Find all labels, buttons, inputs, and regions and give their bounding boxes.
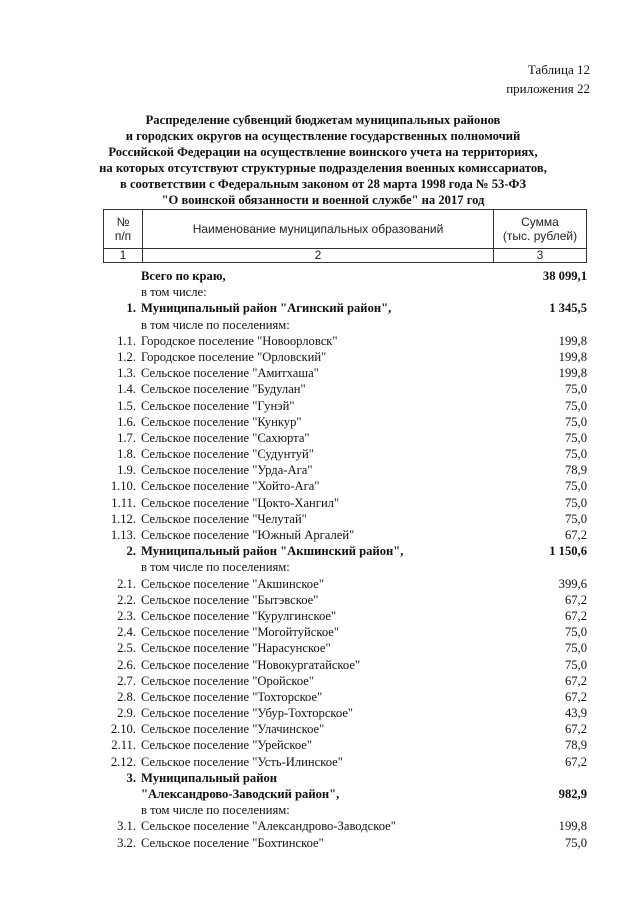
row-value: 67,2 bbox=[564, 528, 587, 542]
document-title bbox=[60, 112, 586, 208]
row-value: 75,0 bbox=[564, 414, 587, 429]
table-row bbox=[103, 657, 587, 673]
row-number: 2.5. bbox=[117, 641, 136, 656]
row-value: 75,0 bbox=[564, 625, 587, 640]
table-header bbox=[103, 209, 587, 263]
title-line: Российской Федерации на осуществление воинского учета на территориях, bbox=[108, 145, 538, 159]
table-row bbox=[103, 317, 587, 333]
row-number: 1.9. bbox=[117, 463, 136, 478]
table-row bbox=[103, 527, 587, 543]
row-name: Всего по краю, bbox=[141, 269, 226, 283]
row-value: 78,9 bbox=[564, 738, 587, 753]
row-name: Сельское поселение "Акшинское" bbox=[141, 576, 324, 591]
table-row bbox=[103, 414, 587, 430]
row-name: в том числе по поселениям: bbox=[141, 803, 290, 818]
table-row bbox=[103, 268, 587, 284]
table-row bbox=[103, 543, 587, 559]
row-value: 1 150,6 bbox=[549, 544, 587, 559]
row-name: Сельское поселение "Судунтуй" bbox=[141, 447, 314, 462]
table-row bbox=[103, 624, 587, 640]
row-name: Сельское поселение "Хойто-Ага" bbox=[141, 479, 320, 494]
title-line: "О воинской обязанности и военной службе" на 2017 год bbox=[161, 193, 485, 207]
table-row bbox=[103, 495, 587, 511]
row-value: 75,0 bbox=[564, 398, 587, 413]
appendix-reference: приложения 22 bbox=[506, 81, 590, 96]
row-number: 1.2. bbox=[117, 349, 136, 364]
row-name: Сельское поселение "Челутай" bbox=[141, 511, 307, 526]
column-number-2: 2 bbox=[143, 249, 494, 263]
row-name: Городское поселение "Орловский" bbox=[141, 349, 327, 364]
table-body bbox=[103, 268, 587, 851]
row-name: в том числе: bbox=[141, 285, 207, 300]
table-row bbox=[103, 721, 587, 737]
row-value: 67,2 bbox=[564, 592, 587, 607]
title-line: в соответствии с Федеральным законом от 28 марта 1998 года № 53-ФЗ bbox=[120, 177, 526, 191]
table-row bbox=[103, 333, 587, 349]
row-value: 75,0 bbox=[564, 382, 587, 397]
row-name: Сельское поселение "Могойтуйское" bbox=[141, 625, 340, 640]
row-value: 75,0 bbox=[564, 835, 587, 850]
table-row bbox=[103, 462, 587, 478]
header-number-line2: п/п bbox=[114, 229, 132, 243]
row-name: в том числе по поселениям: bbox=[141, 317, 290, 332]
row-value: 982,9 bbox=[558, 787, 587, 801]
row-number: 2.3. bbox=[117, 608, 136, 623]
row-value: 75,0 bbox=[564, 511, 587, 526]
table-row bbox=[103, 705, 587, 721]
row-name: Муниципальный район bbox=[141, 770, 278, 785]
row-value: 38 099,1 bbox=[542, 269, 587, 283]
row-number: 3. bbox=[126, 770, 136, 785]
row-value: 75,0 bbox=[564, 641, 587, 656]
row-name: в том числе по поселениям: bbox=[141, 560, 290, 575]
row-number: 1.3. bbox=[117, 366, 136, 381]
row-name: Сельское поселение "Гунэй" bbox=[141, 398, 295, 413]
row-name: Городское поселение "Новоорловск" bbox=[141, 333, 338, 348]
table-row bbox=[103, 835, 587, 851]
row-name: Сельское поселение "Будулан" bbox=[141, 382, 306, 397]
row-value: 67,2 bbox=[564, 754, 587, 769]
row-value: 67,2 bbox=[564, 608, 587, 623]
table-row bbox=[103, 818, 587, 834]
row-number: 2.9. bbox=[117, 706, 136, 721]
row-value: 199,8 bbox=[558, 333, 587, 348]
row-name: Сельское поселение "Новокургатайское" bbox=[141, 657, 361, 672]
row-name: Сельское поселение "Бытэвское" bbox=[141, 592, 319, 607]
row-name: "Александрово-Заводский район", bbox=[141, 787, 340, 801]
row-number: 1.13. bbox=[110, 528, 136, 542]
header-sum-line1: Сумма bbox=[521, 215, 559, 229]
row-value: 75,0 bbox=[564, 495, 587, 510]
title-line: и городских округов на осуществление государственных полномочий bbox=[125, 129, 521, 143]
row-number: 2. bbox=[126, 544, 136, 559]
row-value: 199,8 bbox=[558, 349, 587, 364]
row-name: Сельское поселение "Оройское" bbox=[141, 673, 315, 688]
row-number: 2.12. bbox=[110, 754, 136, 769]
row-number: 1.5. bbox=[117, 398, 136, 413]
row-name: Сельское поселение "Кункур" bbox=[141, 414, 302, 429]
table-row bbox=[103, 640, 587, 656]
row-name: Сельское поселение "Александрово-Заводское" bbox=[141, 819, 396, 834]
table-row bbox=[103, 284, 587, 300]
table-row bbox=[103, 349, 587, 365]
table-row bbox=[103, 576, 587, 592]
table-row bbox=[103, 737, 587, 753]
table-row bbox=[103, 673, 587, 689]
row-number: 2.10. bbox=[110, 722, 136, 737]
title-line: Распределение субвенций бюджетам муниципальных районов bbox=[145, 113, 501, 127]
row-name: Сельское поселение "Нарасунское" bbox=[141, 641, 331, 656]
row-name: Сельское поселение "Урда-Ага" bbox=[141, 463, 313, 478]
table-row bbox=[103, 365, 587, 381]
row-name: Сельское поселение "Цокто-Хангил" bbox=[141, 495, 340, 510]
row-name: Сельское поселение "Усть-Илинское" bbox=[141, 754, 343, 769]
column-number-1: 1 bbox=[104, 249, 143, 263]
row-number: 2.4. bbox=[117, 625, 136, 640]
table-row bbox=[103, 381, 587, 397]
row-number: 2.6. bbox=[117, 657, 136, 672]
row-value: 43,9 bbox=[564, 706, 587, 721]
row-name: Муниципальный район "Акшинский район", bbox=[141, 544, 404, 559]
header-sum-line2: (тыс. рублей) bbox=[502, 229, 578, 243]
row-number: 3.1. bbox=[117, 819, 136, 834]
row-value: 399,6 bbox=[558, 576, 587, 591]
table-row bbox=[103, 398, 587, 414]
table-row bbox=[103, 430, 587, 446]
row-name: Муниципальный район "Агинский район", bbox=[141, 301, 392, 316]
row-value: 67,2 bbox=[564, 689, 587, 704]
row-name: Сельское поселение "Бохтинское" bbox=[141, 835, 324, 850]
row-number: 1.8. bbox=[117, 447, 136, 462]
row-number: 2.8. bbox=[117, 689, 136, 704]
row-number: 3.2. bbox=[117, 835, 136, 850]
row-number: 1.10. bbox=[110, 479, 136, 494]
row-number: 2.7. bbox=[117, 673, 136, 688]
row-name: Сельское поселение "Убур-Тохторское" bbox=[141, 706, 354, 721]
table-row bbox=[103, 511, 587, 527]
column-number-3: 3 bbox=[494, 249, 587, 263]
title-line: на которых отсутствуют структурные подразделения военных комиссариатов, bbox=[99, 161, 547, 175]
header-name: Наименование муниципальных образований bbox=[143, 210, 494, 249]
table-row bbox=[103, 592, 587, 608]
row-value: 75,0 bbox=[564, 430, 587, 445]
table-row bbox=[103, 754, 587, 770]
row-value: 75,0 bbox=[564, 479, 587, 494]
table-row bbox=[103, 446, 587, 462]
row-number: 2.2. bbox=[117, 592, 136, 607]
row-number: 1.7. bbox=[117, 430, 136, 445]
row-number: 2.11. bbox=[111, 738, 136, 753]
row-name: Сельское поселение "Урейское" bbox=[141, 738, 313, 753]
row-value: 199,8 bbox=[558, 366, 587, 381]
row-name: Сельское поселение "Тохторское" bbox=[141, 689, 323, 704]
table-reference: Таблица 12 bbox=[527, 62, 590, 77]
table-row bbox=[103, 608, 587, 624]
table-row bbox=[103, 689, 587, 705]
table-row bbox=[103, 559, 587, 575]
row-number: 1.1. bbox=[117, 333, 136, 348]
table-row bbox=[103, 770, 587, 786]
table-row bbox=[103, 300, 587, 316]
row-name: Сельское поселение "Южный Аргалей" bbox=[141, 528, 355, 542]
row-value: 1 345,5 bbox=[549, 301, 587, 316]
row-name: Сельское поселение "Сахюрта" bbox=[141, 430, 310, 445]
row-number: 1.11. bbox=[111, 495, 136, 510]
header-sum bbox=[494, 210, 587, 249]
row-value: 199,8 bbox=[558, 819, 587, 834]
row-name: Сельское поселение "Амитхаша" bbox=[141, 366, 319, 381]
row-number: 2.1. bbox=[117, 576, 136, 591]
header-number bbox=[104, 210, 143, 249]
row-name: Сельское поселение "Курулгинское" bbox=[141, 608, 337, 623]
row-value: 78,9 bbox=[564, 463, 587, 478]
row-name: Сельское поселение "Улачинское" bbox=[141, 722, 325, 737]
row-value: 67,2 bbox=[564, 673, 587, 688]
row-value: 67,2 bbox=[564, 722, 587, 737]
table-row bbox=[103, 786, 587, 802]
row-value: 75,0 bbox=[564, 447, 587, 462]
row-value: 75,0 bbox=[564, 657, 587, 672]
header-number-line1: № bbox=[116, 215, 130, 229]
table-row bbox=[103, 802, 587, 818]
row-number: 1.4. bbox=[117, 382, 136, 397]
row-number: 1.12. bbox=[110, 511, 136, 526]
table-row bbox=[103, 478, 587, 494]
row-number: 1.6. bbox=[117, 414, 136, 429]
row-number: 1. bbox=[126, 301, 136, 316]
